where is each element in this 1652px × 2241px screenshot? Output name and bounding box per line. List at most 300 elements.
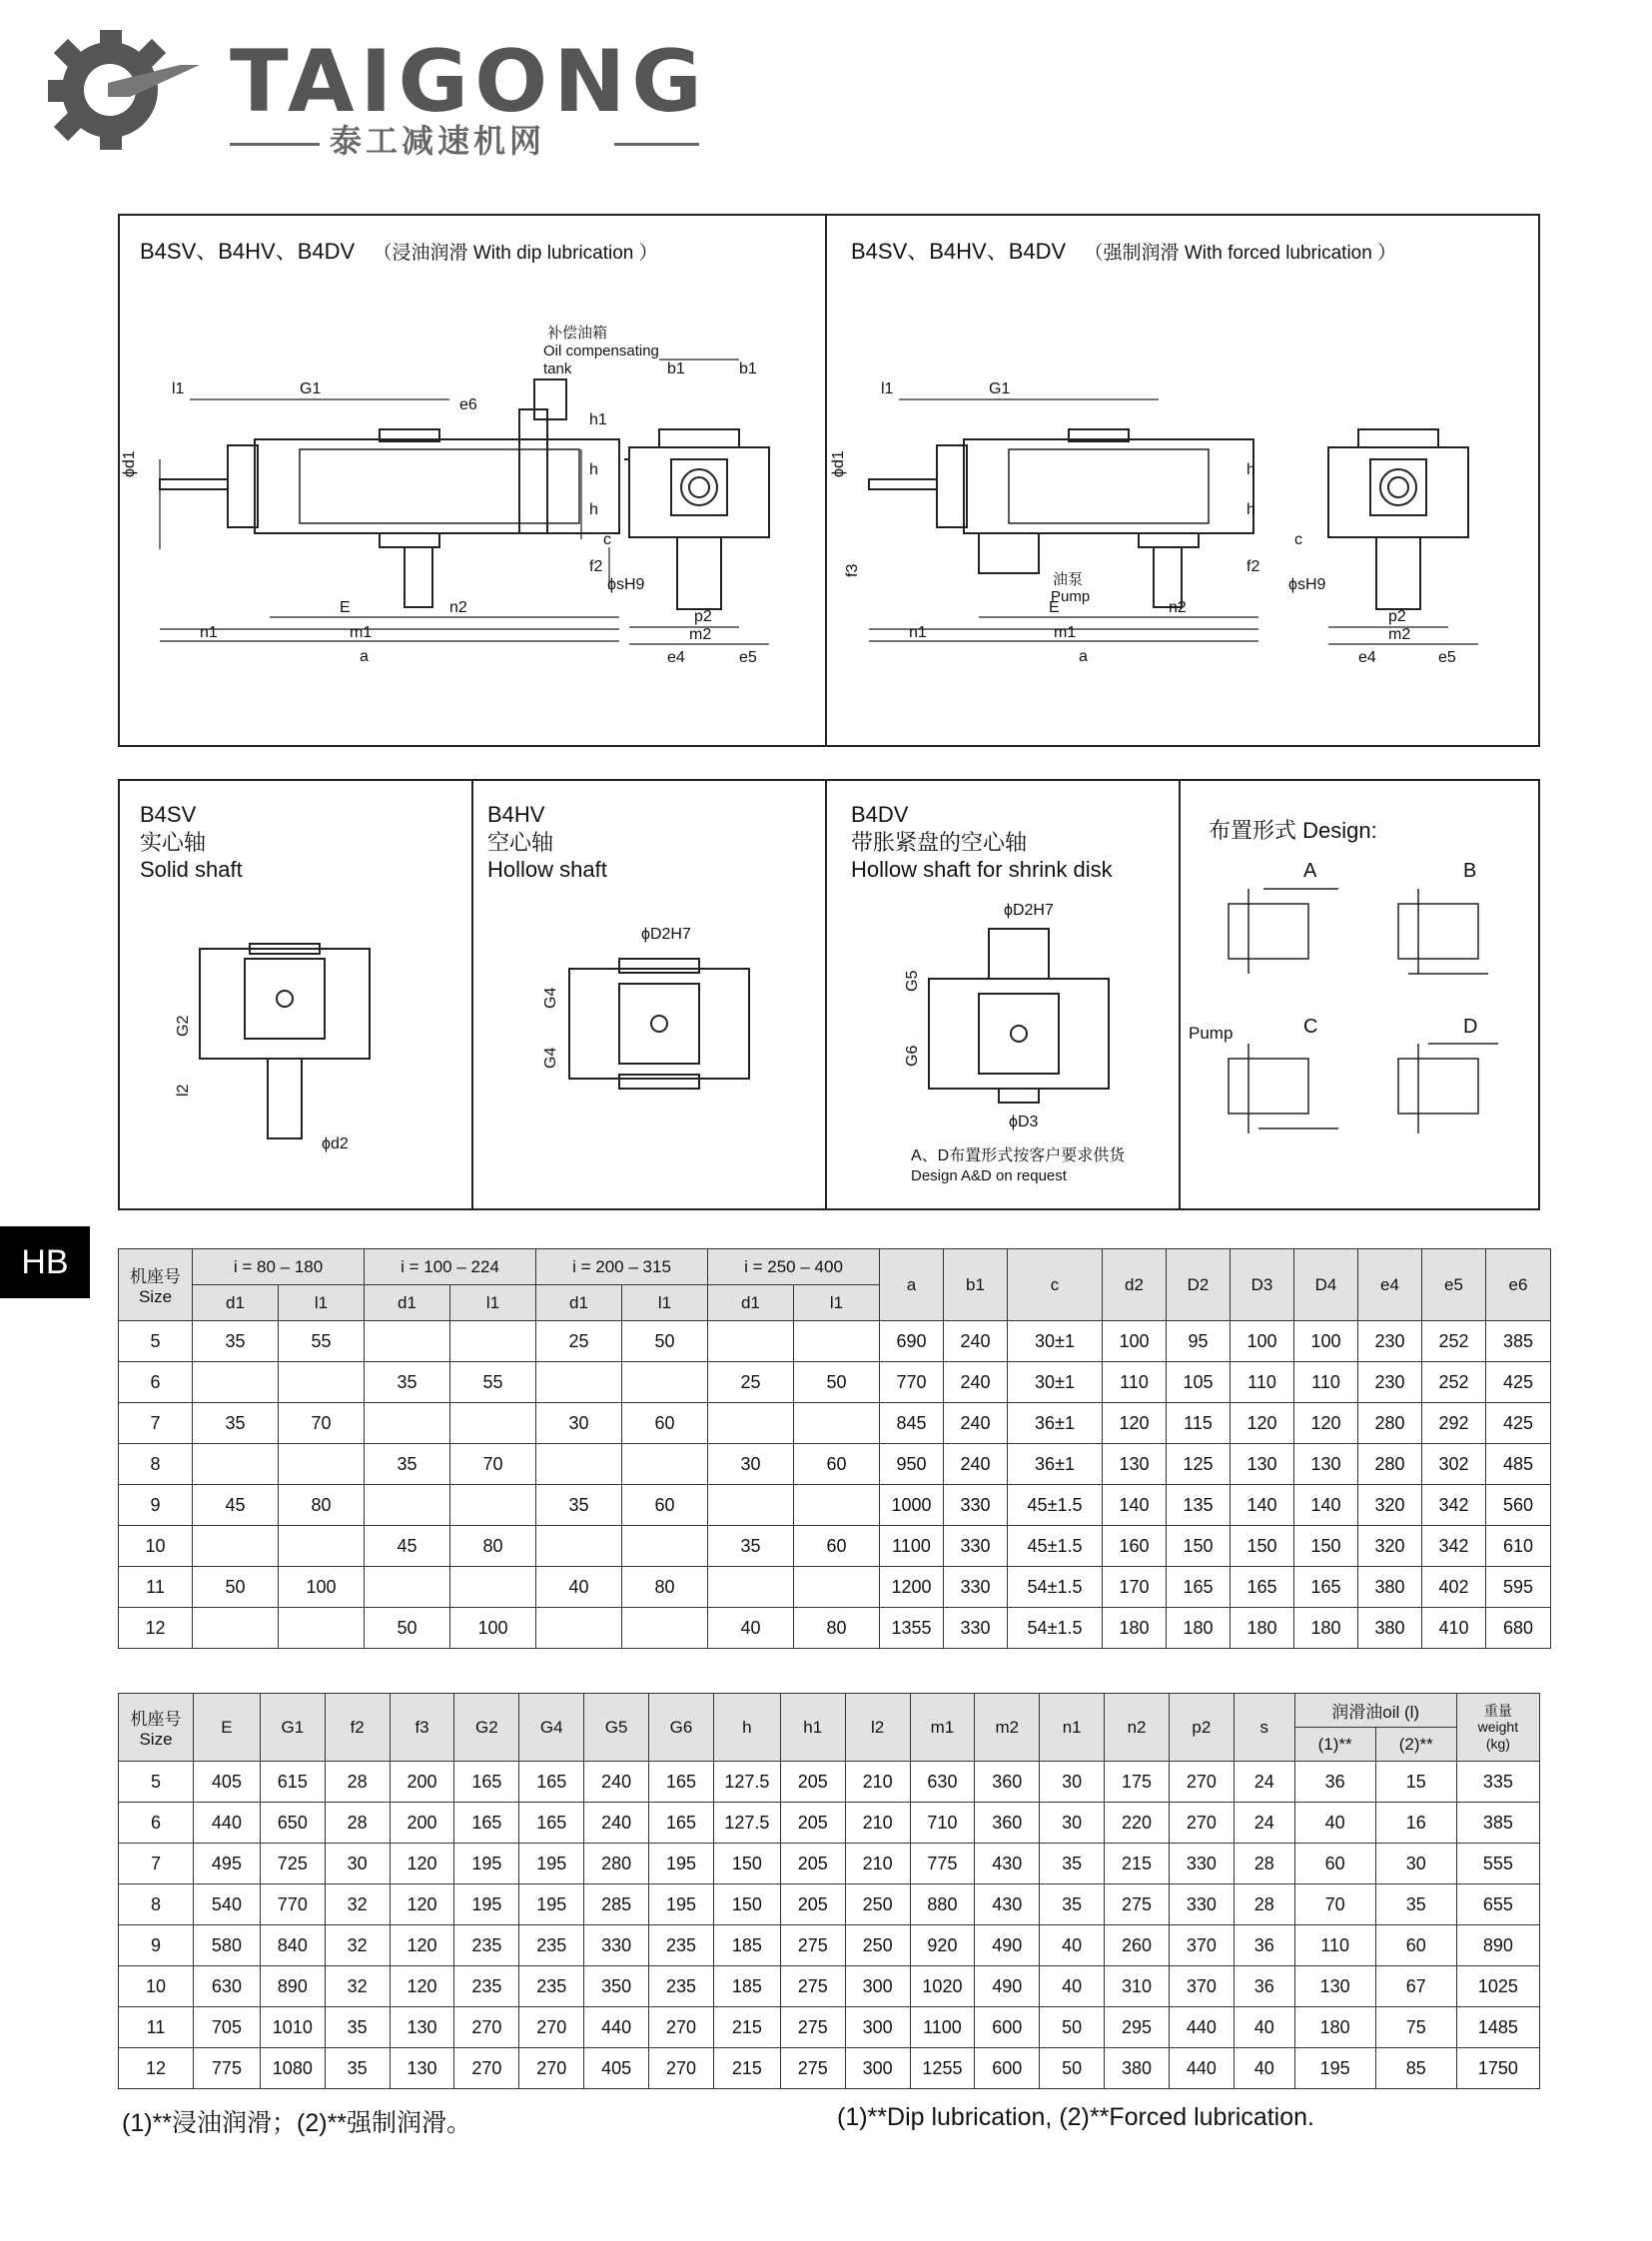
section-tab-hb: HB bbox=[0, 1226, 90, 1298]
t1-col-a: a bbox=[880, 1249, 944, 1321]
dim-a-forced: a bbox=[1079, 648, 1088, 665]
variants-divider-2 bbox=[825, 779, 827, 1210]
t1-cell: 50 bbox=[365, 1608, 450, 1649]
dim-d2h7-shrink: ϕD2H7 bbox=[1004, 902, 1054, 919]
pump-label-cn: 油泵 bbox=[1053, 571, 1084, 588]
t1-cell: 110 bbox=[1231, 1362, 1294, 1403]
dim-f3: f3 bbox=[844, 563, 861, 577]
t1-cell: 7 bbox=[119, 1403, 193, 1444]
t2-cell: 215 bbox=[713, 2007, 780, 2048]
dim-a: a bbox=[360, 648, 369, 665]
dim-p2-forced: p2 bbox=[1388, 608, 1406, 625]
t2-cell: 24 bbox=[1234, 1762, 1294, 1803]
t2-cell: 615 bbox=[260, 1762, 325, 1803]
gear-logo-icon bbox=[30, 25, 210, 155]
t1-cell: 35 bbox=[708, 1526, 794, 1567]
t2-cell: 210 bbox=[845, 1803, 910, 1844]
t1-cell: 25 bbox=[708, 1362, 794, 1403]
t1-cell: 120 bbox=[1231, 1403, 1294, 1444]
t1-row bbox=[119, 1526, 1551, 1567]
t1-cell: 35 bbox=[193, 1321, 279, 1362]
t2-cell: 495 bbox=[194, 1844, 261, 1884]
t1-cell: 95 bbox=[1167, 1321, 1231, 1362]
t2-col-oil: 润滑油oil (l) bbox=[1294, 1694, 1456, 1728]
t1-cell: 100 bbox=[1231, 1321, 1294, 1362]
t1-col-D4: D4 bbox=[1294, 1249, 1358, 1321]
t1-cell: 240 bbox=[944, 1362, 1008, 1403]
t2-cell: 30 bbox=[325, 1844, 390, 1884]
t1-cell: 120 bbox=[1103, 1403, 1167, 1444]
t2-cell: 490 bbox=[975, 1966, 1040, 2007]
t1-cell: 70 bbox=[279, 1403, 365, 1444]
dim-n1-forced: n1 bbox=[909, 624, 927, 641]
t2-cell: 195 bbox=[649, 1844, 714, 1884]
t2-cell: 430 bbox=[975, 1884, 1040, 1925]
t2-cell: 710 bbox=[910, 1803, 975, 1844]
t1-sub-l1: l1 bbox=[279, 1285, 365, 1321]
t2-row bbox=[119, 1762, 1540, 1803]
t1-cell: 330 bbox=[944, 1567, 1008, 1608]
t1-cell: 140 bbox=[1231, 1485, 1294, 1526]
tank-label-en1: Oil compensating bbox=[543, 343, 659, 360]
t1-col-c: c bbox=[1008, 1249, 1103, 1321]
t2-cell: 250 bbox=[845, 1925, 910, 1966]
t1-cell: 1200 bbox=[880, 1567, 944, 1608]
t1-cell: 110 bbox=[1294, 1362, 1358, 1403]
t2-cell: 175 bbox=[1105, 1762, 1170, 1803]
t1-sub-d1: d1 bbox=[365, 1285, 450, 1321]
t2-cell: 6 bbox=[119, 1803, 194, 1844]
tank-label-cn: 补偿油箱 bbox=[547, 325, 608, 342]
t2-col-n2: n2 bbox=[1105, 1694, 1170, 1762]
b4dv-drawing bbox=[879, 889, 1159, 1138]
dim-f2: f2 bbox=[589, 558, 603, 575]
t2-col-G2: G2 bbox=[454, 1694, 519, 1762]
t1-cell: 45±1.5 bbox=[1008, 1485, 1103, 1526]
t2-cell: 28 bbox=[1234, 1844, 1294, 1884]
t1-cell: 115 bbox=[1167, 1403, 1231, 1444]
top-right-title bbox=[851, 238, 1396, 266]
t1-cell bbox=[279, 1444, 365, 1485]
t2-cell: 165 bbox=[649, 1762, 714, 1803]
t1-cell: 130 bbox=[1103, 1444, 1167, 1485]
t1-col-e6: e6 bbox=[1486, 1249, 1551, 1321]
t1-cell: 425 bbox=[1486, 1403, 1551, 1444]
t2-cell: 215 bbox=[1105, 1844, 1170, 1884]
t1-cell bbox=[279, 1608, 365, 1649]
dim-d1: ϕd1 bbox=[121, 450, 138, 477]
t2-cell: 280 bbox=[584, 1844, 649, 1884]
t1-cell bbox=[794, 1485, 880, 1526]
t1-cell: 180 bbox=[1231, 1608, 1294, 1649]
dip-lubrication-drawing bbox=[120, 300, 823, 679]
t2-cell: 195 bbox=[454, 1844, 519, 1884]
t2-cell: 350 bbox=[584, 1966, 649, 2007]
top-left-models: B4SV、B4HV、B4DV bbox=[140, 239, 356, 264]
dim-g6: G6 bbox=[904, 1045, 921, 1067]
design-arrangements-drawing bbox=[1189, 849, 1538, 1198]
t2-weight-unit: (kg) bbox=[1485, 1735, 1510, 1752]
top-right-lubrication: （强制润滑 With forced lubrication ） bbox=[1084, 243, 1397, 264]
t2-cell: 60 bbox=[1375, 1925, 1456, 1966]
dim-h1: h1 bbox=[589, 411, 607, 428]
t2-cell: 705 bbox=[194, 2007, 261, 2048]
t1-cell: 680 bbox=[1486, 1608, 1551, 1649]
dim-p2: p2 bbox=[694, 608, 712, 625]
t2-cell: 1025 bbox=[1456, 1966, 1539, 2007]
t2-row bbox=[119, 2048, 1540, 2089]
t2-cell: 380 bbox=[1105, 2048, 1170, 2089]
tank-label-en2: tank bbox=[543, 361, 572, 377]
t1-sub-d1: d1 bbox=[708, 1285, 794, 1321]
t2-cell: 28 bbox=[325, 1762, 390, 1803]
t1-cell: 100 bbox=[1294, 1321, 1358, 1362]
t1-cell bbox=[622, 1608, 708, 1649]
t1-cell bbox=[450, 1403, 536, 1444]
t1-cell: 320 bbox=[1358, 1526, 1422, 1567]
t2-cell: 16 bbox=[1375, 1803, 1456, 1844]
t1-cell: 35 bbox=[365, 1362, 450, 1403]
t1-cell: 292 bbox=[1422, 1403, 1486, 1444]
t2-cell: 35 bbox=[1040, 1884, 1105, 1925]
dim-m2: m2 bbox=[689, 626, 712, 643]
t1-sub-d1: d1 bbox=[536, 1285, 622, 1321]
dim-l1: l1 bbox=[172, 380, 185, 397]
t2-cell: 30 bbox=[1040, 1803, 1105, 1844]
t1-cell: 240 bbox=[944, 1403, 1008, 1444]
design-c-label: C bbox=[1303, 1016, 1318, 1038]
dim-n1: n1 bbox=[200, 624, 218, 641]
t2-cell: 440 bbox=[584, 2007, 649, 2048]
t2-cell: 300 bbox=[845, 2048, 910, 2089]
logo-divider-right bbox=[614, 143, 699, 146]
t1-cell: 100 bbox=[279, 1567, 365, 1608]
t2-cell: 130 bbox=[390, 2048, 454, 2089]
t1-cell: 45 bbox=[193, 1485, 279, 1526]
t1-cell: 120 bbox=[1294, 1403, 1358, 1444]
dim-e5-forced: e5 bbox=[1438, 649, 1456, 666]
dim-h-bottom: h bbox=[589, 501, 598, 518]
t1-row bbox=[119, 1567, 1551, 1608]
t2-cell: 30 bbox=[1040, 1762, 1105, 1803]
t2-cell: 150 bbox=[713, 1844, 780, 1884]
t1-cell: 180 bbox=[1103, 1608, 1167, 1649]
t2-col-l2: l2 bbox=[845, 1694, 910, 1762]
t1-cell: 50 bbox=[794, 1362, 880, 1403]
t2-cell: 9 bbox=[119, 1925, 194, 1966]
t1-cell: 280 bbox=[1358, 1444, 1422, 1485]
t2-row bbox=[119, 2007, 1540, 2048]
t1-cell: 425 bbox=[1486, 1362, 1551, 1403]
t2-cell: 310 bbox=[1105, 1966, 1170, 2007]
t1-cell: 140 bbox=[1103, 1485, 1167, 1526]
t2-col-m2: m2 bbox=[975, 1694, 1040, 1762]
t1-cell: 40 bbox=[536, 1567, 622, 1608]
t2-cell: 75 bbox=[1375, 2007, 1456, 2048]
t2-cell: 165 bbox=[519, 1762, 584, 1803]
dim-d3: ϕD3 bbox=[1009, 1114, 1039, 1130]
t1-cell: 342 bbox=[1422, 1485, 1486, 1526]
b4dv-note-cn: A、D布置形式按客户要求供货 bbox=[911, 1147, 1126, 1164]
t2-weight-cn: 重量 bbox=[1483, 1703, 1512, 1720]
t1-size-header bbox=[119, 1249, 193, 1321]
t2-cell: 8 bbox=[119, 1884, 194, 1925]
t2-cell: 405 bbox=[194, 1762, 261, 1803]
t1-cell: 165 bbox=[1231, 1567, 1294, 1608]
t2-cell: 270 bbox=[1169, 1762, 1234, 1803]
t2-cell: 40 bbox=[1294, 1803, 1375, 1844]
t2-cell: 35 bbox=[1375, 1884, 1456, 1925]
t1-cell: 70 bbox=[450, 1444, 536, 1485]
t1-sub-l1: l1 bbox=[622, 1285, 708, 1321]
t1-cell: 5 bbox=[119, 1321, 193, 1362]
t2-cell: 630 bbox=[910, 1762, 975, 1803]
t2-cell: 540 bbox=[194, 1884, 261, 1925]
t1-cell: 950 bbox=[880, 1444, 944, 1485]
t2-cell: 130 bbox=[1294, 1966, 1375, 2007]
t1-cell: 330 bbox=[944, 1526, 1008, 1567]
t1-cell: 35 bbox=[536, 1485, 622, 1526]
t2-cell: 70 bbox=[1294, 1884, 1375, 1925]
t1-cell bbox=[536, 1362, 622, 1403]
t2-cell: 235 bbox=[649, 1925, 714, 1966]
t2-cell: 1080 bbox=[260, 2048, 325, 2089]
dim-f2-forced: f2 bbox=[1246, 558, 1260, 575]
t2-cell: 270 bbox=[1169, 1803, 1234, 1844]
t1-cell bbox=[193, 1362, 279, 1403]
t2-cell: 490 bbox=[975, 1925, 1040, 1966]
t2-cell: 24 bbox=[1234, 1803, 1294, 1844]
dim-g5: G5 bbox=[904, 970, 921, 992]
t1-cell: 12 bbox=[119, 1608, 193, 1649]
dim-g1: G1 bbox=[300, 380, 322, 397]
t2-cell: 360 bbox=[975, 1803, 1040, 1844]
t2-cell: 235 bbox=[519, 1925, 584, 1966]
dim-d2h7-hollow: ϕD2H7 bbox=[641, 926, 691, 943]
t2-cell: 270 bbox=[519, 2007, 584, 2048]
t2-cell: 270 bbox=[454, 2007, 519, 2048]
t1-cell bbox=[365, 1321, 450, 1362]
t2-cell: 405 bbox=[584, 2048, 649, 2089]
t2-cell: 235 bbox=[454, 1925, 519, 1966]
t2-col-oil-2: (2)** bbox=[1375, 1728, 1456, 1762]
t1-cell: 410 bbox=[1422, 1608, 1486, 1649]
t1-cell bbox=[622, 1526, 708, 1567]
t1-sub-l1: l1 bbox=[794, 1285, 880, 1321]
b4sv-name: B4SV bbox=[140, 802, 197, 827]
t2-cell: 210 bbox=[845, 1844, 910, 1884]
t1-cell: 55 bbox=[279, 1321, 365, 1362]
t2-col-G1: G1 bbox=[260, 1694, 325, 1762]
t2-cell: 300 bbox=[845, 1966, 910, 2007]
dim-m1-forced: m1 bbox=[1054, 624, 1077, 641]
variants-divider-3 bbox=[1179, 779, 1181, 1210]
t2-cell: 205 bbox=[780, 1803, 845, 1844]
t1-cell: 60 bbox=[622, 1403, 708, 1444]
t1-cell: 380 bbox=[1358, 1567, 1422, 1608]
dim-m2-forced: m2 bbox=[1388, 626, 1411, 643]
t1-col-b1: b1 bbox=[944, 1249, 1008, 1321]
design-title: 布置形式 Design: bbox=[1209, 818, 1377, 843]
t2-col-weight bbox=[1456, 1694, 1539, 1762]
t1-cell: 610 bbox=[1486, 1526, 1551, 1567]
design-a-label: A bbox=[1303, 860, 1317, 882]
t1-cell: 150 bbox=[1167, 1526, 1231, 1567]
b4dv-title bbox=[851, 801, 1113, 884]
t1-cell bbox=[450, 1485, 536, 1526]
t1-cell bbox=[365, 1485, 450, 1526]
t1-cell: 30 bbox=[708, 1444, 794, 1485]
t2-cell: 300 bbox=[845, 2007, 910, 2048]
t1-sub-l1: l1 bbox=[450, 1285, 536, 1321]
t1-cell: 1100 bbox=[880, 1526, 944, 1567]
t2-size-en: Size bbox=[139, 1730, 173, 1749]
t1-col-D2: D2 bbox=[1167, 1249, 1231, 1321]
t1-cell: 402 bbox=[1422, 1567, 1486, 1608]
t1-cell: 80 bbox=[279, 1485, 365, 1526]
t2-cell: 370 bbox=[1169, 1925, 1234, 1966]
t2-cell: 120 bbox=[390, 1925, 454, 1966]
dim-b1-right: b1 bbox=[739, 361, 757, 377]
t2-cell: 130 bbox=[390, 2007, 454, 2048]
t1-cell: 252 bbox=[1422, 1321, 1486, 1362]
dim-l1-forced: l1 bbox=[881, 380, 894, 397]
t2-cell: 330 bbox=[1169, 1884, 1234, 1925]
t1-row bbox=[119, 1485, 1551, 1526]
t2-cell: 580 bbox=[194, 1925, 261, 1966]
t1-cell: 240 bbox=[944, 1321, 1008, 1362]
b4hv-name: B4HV bbox=[487, 802, 545, 827]
t1-cell: 140 bbox=[1294, 1485, 1358, 1526]
t2-cell: 215 bbox=[713, 2048, 780, 2089]
b4sv-title bbox=[140, 801, 243, 884]
t2-cell: 40 bbox=[1234, 2007, 1294, 2048]
t2-cell: 260 bbox=[1105, 1925, 1170, 1966]
t1-cell: 60 bbox=[794, 1526, 880, 1567]
t1-cell: 595 bbox=[1486, 1567, 1551, 1608]
t2-cell: 28 bbox=[325, 1803, 390, 1844]
t1-cell: 36±1 bbox=[1008, 1403, 1103, 1444]
t1-cell: 150 bbox=[1231, 1526, 1294, 1567]
t2-row bbox=[119, 1966, 1540, 2007]
t1-group-1: i = 80 – 180 bbox=[193, 1249, 365, 1285]
t1-cell: 36±1 bbox=[1008, 1444, 1103, 1485]
t1-cell bbox=[279, 1362, 365, 1403]
t1-cell: 30 bbox=[536, 1403, 622, 1444]
t2-row bbox=[119, 1844, 1540, 1884]
t2-cell: 235 bbox=[519, 1966, 584, 2007]
t1-cell: 485 bbox=[1486, 1444, 1551, 1485]
t1-row bbox=[119, 1608, 1551, 1649]
t1-cell: 320 bbox=[1358, 1485, 1422, 1526]
dim-g2: G2 bbox=[175, 1015, 192, 1037]
t2-col-f3: f3 bbox=[390, 1694, 454, 1762]
t2-weight-en: weight bbox=[1477, 1719, 1519, 1736]
dim-d1-forced: ϕd1 bbox=[830, 450, 847, 477]
dim-e6: e6 bbox=[459, 396, 477, 413]
b4sv-en: Solid shaft bbox=[140, 857, 243, 882]
t2-cell: 200 bbox=[390, 1803, 454, 1844]
t2-cell: 360 bbox=[975, 1762, 1040, 1803]
t2-cell: 12 bbox=[119, 2048, 194, 2089]
t2-cell: 15 bbox=[1375, 1762, 1456, 1803]
t2-cell: 600 bbox=[975, 2007, 1040, 2048]
t2-cell: 67 bbox=[1375, 1966, 1456, 2007]
t2-cell: 205 bbox=[780, 1884, 845, 1925]
dim-g4-top: G4 bbox=[542, 987, 559, 1009]
t2-cell: 330 bbox=[584, 1925, 649, 1966]
t2-cell: 330 bbox=[1169, 1844, 1234, 1884]
logo-chinese: 泰工减速机网 bbox=[330, 123, 546, 159]
t1-cell: 80 bbox=[794, 1608, 880, 1649]
t2-cell: 775 bbox=[194, 2048, 261, 2089]
b4hv-cn: 空心轴 bbox=[487, 829, 554, 855]
t1-cell: 10 bbox=[119, 1526, 193, 1567]
t1-row bbox=[119, 1403, 1551, 1444]
t2-cell: 40 bbox=[1040, 1925, 1105, 1966]
t1-cell: 25 bbox=[536, 1321, 622, 1362]
t1-cell: 35 bbox=[365, 1444, 450, 1485]
dim-c-forced: c bbox=[1294, 531, 1302, 548]
t2-cell: 40 bbox=[1234, 2048, 1294, 2089]
t1-cell: 230 bbox=[1358, 1362, 1422, 1403]
t2-row bbox=[119, 1925, 1540, 1966]
t2-cell: 35 bbox=[325, 2007, 390, 2048]
t2-cell: 555 bbox=[1456, 1844, 1539, 1884]
t2-cell: 180 bbox=[1294, 2007, 1375, 2048]
t2-body bbox=[119, 1762, 1540, 2089]
t2-cell: 200 bbox=[390, 1762, 454, 1803]
t2-cell: 150 bbox=[713, 1884, 780, 1925]
t2-cell: 1100 bbox=[910, 2007, 975, 2048]
t2-cell: 275 bbox=[1105, 1884, 1170, 1925]
t2-cell: 1020 bbox=[910, 1966, 975, 2007]
t1-cell: 240 bbox=[944, 1444, 1008, 1485]
t1-cell bbox=[794, 1321, 880, 1362]
b4dv-cn: 带胀紧盘的空心轴 bbox=[851, 829, 1028, 855]
t2-cell: 920 bbox=[910, 1925, 975, 1966]
t2-cell: 205 bbox=[780, 1762, 845, 1803]
b4dv-name: B4DV bbox=[851, 802, 909, 827]
b4dv-en: Hollow shaft for shrink disk bbox=[851, 857, 1113, 882]
forced-lubrication-drawing bbox=[829, 300, 1538, 679]
t2-cell: 1485 bbox=[1456, 2007, 1539, 2048]
t2-cell: 195 bbox=[519, 1884, 584, 1925]
t2-cell: 240 bbox=[584, 1803, 649, 1844]
t2-cell: 195 bbox=[519, 1844, 584, 1884]
b4sv-cn: 实心轴 bbox=[140, 829, 207, 855]
t2-cell: 5 bbox=[119, 1762, 194, 1803]
dim-h-top: h bbox=[589, 461, 598, 478]
t1-cell: 690 bbox=[880, 1321, 944, 1362]
dim-e4-forced: e4 bbox=[1358, 649, 1376, 666]
dim-e5: e5 bbox=[739, 649, 757, 666]
dim-sh9-forced: ϕsH9 bbox=[1288, 576, 1326, 593]
t2-cell: 775 bbox=[910, 1844, 975, 1884]
t1-cell bbox=[794, 1567, 880, 1608]
t1-cell: 150 bbox=[1294, 1526, 1358, 1567]
t1-cell: 80 bbox=[450, 1526, 536, 1567]
t1-col-d2: d2 bbox=[1103, 1249, 1167, 1321]
t2-cell: 120 bbox=[390, 1884, 454, 1925]
t2-cell: 430 bbox=[975, 1844, 1040, 1884]
t2-cell: 120 bbox=[390, 1966, 454, 2007]
t1-cell: 110 bbox=[1103, 1362, 1167, 1403]
t1-cell: 302 bbox=[1422, 1444, 1486, 1485]
t2-cell: 285 bbox=[584, 1884, 649, 1925]
t2-cell: 370 bbox=[1169, 1966, 1234, 2007]
t2-cell: 185 bbox=[713, 1925, 780, 1966]
